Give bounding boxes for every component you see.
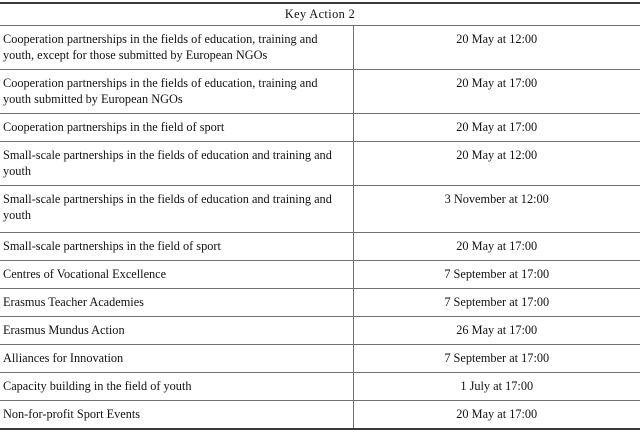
deadline-cell: 20 May at 12:00 <box>353 142 640 186</box>
deadline-cell: 20 May at 17:00 <box>353 114 640 142</box>
action-cell: Erasmus Mundus Action <box>0 317 353 345</box>
table-row <box>0 26 640 70</box>
action-cell: Erasmus Teacher Academies <box>0 289 353 317</box>
action-cell: Cooperation partnerships in the fields of education, training and youth, except for those submitted by European NGOs <box>0 26 353 70</box>
deadline-cell: 1 July at 17:00 <box>353 373 640 401</box>
table-row <box>0 289 640 317</box>
deadline-cell: 20 May at 17:00 <box>353 233 640 261</box>
table-row <box>0 186 640 233</box>
deadline-cell: 7 September at 17:00 <box>353 345 640 373</box>
table-row <box>0 142 640 186</box>
table-row <box>0 261 640 289</box>
deadline-cell: 26 May at 17:00 <box>353 317 640 345</box>
action-cell: Small-scale partnerships in the fields of education and training and youth <box>0 142 353 186</box>
table-row <box>0 233 640 261</box>
action-cell: Cooperation partnerships in the fields of education, training and youth submitted by European NGOs <box>0 70 353 114</box>
action-cell: Non-for-profit Sport Events <box>0 401 353 429</box>
table-row <box>0 401 640 429</box>
table-row <box>0 345 640 373</box>
key-action-2-deadline-table <box>0 2 640 430</box>
deadline-cell: 7 September at 17:00 <box>353 261 640 289</box>
action-cell: Cooperation partnerships in the field of sport <box>0 114 353 142</box>
action-cell: Capacity building in the field of youth <box>0 373 353 401</box>
action-cell: Small-scale partnerships in the fields of education and training and youth <box>0 186 353 233</box>
deadline-cell: 20 May at 17:00 <box>456 407 538 421</box>
action-cell: Centres of Vocational Excellence <box>0 261 353 289</box>
deadline-cell: 20 May at 12:00 <box>353 26 640 70</box>
table-row <box>0 70 640 114</box>
action-cell: Alliances for Innovation <box>0 345 353 373</box>
deadline-cell: 20 May at 17:00 <box>353 70 640 114</box>
table-row <box>0 114 640 142</box>
table-row <box>0 317 640 345</box>
table-row <box>0 373 640 401</box>
table-title: Key Action 2 <box>0 3 640 26</box>
table-header-row <box>0 3 640 26</box>
action-cell: Small-scale partnerships in the field of sport <box>0 233 353 261</box>
deadline-cell: 7 September at 17:00 <box>353 289 640 317</box>
deadline-cell: 3 November at 12:00 <box>353 186 640 233</box>
